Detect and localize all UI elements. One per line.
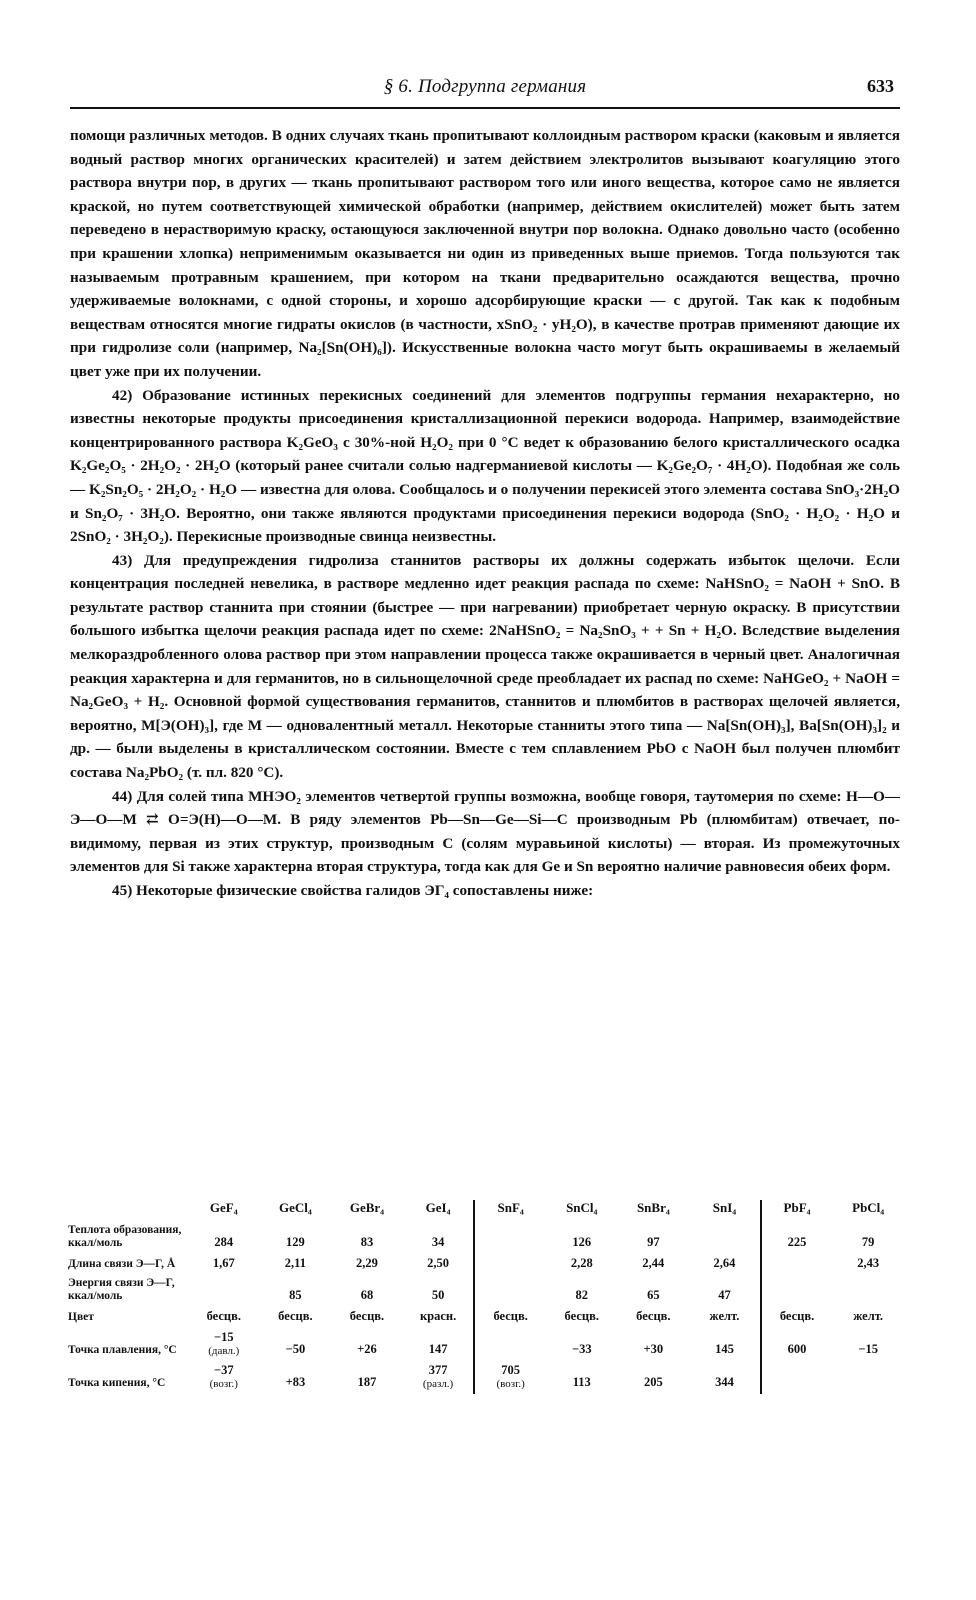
cell-value: бесцв. (779, 1309, 815, 1323)
cell-value: 147 (428, 1342, 448, 1356)
table-cell (260, 1361, 332, 1394)
table-cell (832, 1275, 904, 1307)
table-cell (260, 1307, 332, 1328)
cell-value: 2,29 (356, 1256, 378, 1270)
table-cell (403, 1361, 475, 1394)
table-cell (260, 1328, 332, 1361)
table-cell (331, 1254, 403, 1275)
column-header: SnBr₄ (636, 1200, 670, 1215)
table-cell (331, 1222, 403, 1254)
table-cell (689, 1254, 761, 1275)
column-header: SnI₄ (712, 1200, 737, 1215)
table-cell (689, 1275, 761, 1307)
table-cell (689, 1222, 761, 1254)
cell-value: бесцв. (349, 1309, 385, 1323)
table-row (68, 1275, 904, 1307)
table-cell (403, 1307, 475, 1328)
cell-value: 145 (715, 1342, 734, 1356)
row-label: Энергия связи Э—Г, ккал/моль (68, 1277, 175, 1302)
cell-note: (возг.) (496, 1378, 525, 1390)
table-cell (832, 1222, 904, 1254)
table-cell (188, 1275, 260, 1307)
cell-value: +83 (285, 1375, 306, 1389)
table-cell (474, 1307, 546, 1328)
cell-value: −15 (213, 1330, 234, 1344)
column-header: SnCl₄ (566, 1200, 598, 1215)
cell-value: 82 (575, 1288, 589, 1302)
cell-value: желт. (709, 1309, 740, 1323)
table-cell (546, 1328, 618, 1361)
cell-value: 225 (787, 1235, 807, 1249)
table-cell (331, 1361, 403, 1394)
table-cell (188, 1222, 260, 1254)
cell-value: +30 (643, 1342, 664, 1356)
table-cell (618, 1307, 690, 1328)
table-cell (260, 1275, 332, 1307)
cell-value: красн. (419, 1309, 457, 1323)
cell-value: 344 (715, 1375, 734, 1389)
table-cell (689, 1328, 761, 1361)
table-body (68, 1222, 904, 1394)
table-row (68, 1222, 904, 1254)
table-cell (832, 1307, 904, 1328)
table-cell (403, 1275, 475, 1307)
table-cell (761, 1307, 833, 1328)
cell-value: −15 (858, 1342, 878, 1356)
table-cell (761, 1361, 833, 1394)
table-header-row (68, 1200, 904, 1222)
column-header: GeI₄ (425, 1200, 451, 1215)
table-cell (331, 1307, 403, 1328)
cell-value: 129 (286, 1235, 305, 1249)
row-label: Точка плавления, °C (68, 1344, 177, 1356)
cell-value: 1,67 (212, 1256, 235, 1270)
table-cell (832, 1254, 904, 1275)
running-title: § 6. Подгруппа германия (383, 76, 587, 97)
table-cell (331, 1275, 403, 1307)
table-cell (474, 1254, 546, 1275)
cell-note: (возг.) (209, 1378, 238, 1390)
table-cell (403, 1254, 475, 1275)
cell-value: −37 (213, 1363, 234, 1377)
row-label: Цвет (68, 1311, 94, 1323)
cell-value: 85 (289, 1288, 302, 1302)
cell-value: 2,11 (284, 1256, 306, 1270)
table-cell (761, 1275, 833, 1307)
cell-value: бесцв. (278, 1309, 313, 1323)
cell-value: 34 (431, 1235, 445, 1249)
cell-value: 705 (501, 1363, 521, 1377)
table-cell (618, 1328, 690, 1361)
cell-value: +26 (357, 1342, 377, 1356)
column-header: PbF₄ (761, 1200, 833, 1222)
halide-properties-table (68, 1200, 904, 1394)
header-divider (70, 107, 900, 109)
table-cell (331, 1328, 403, 1361)
table-cell (188, 1307, 260, 1328)
column-header: SnF₄ (474, 1200, 546, 1222)
column-header: PbCl₄ (852, 1200, 885, 1215)
table-cell (618, 1361, 690, 1394)
table-cell (260, 1254, 332, 1275)
table-cell (474, 1361, 546, 1394)
cell-value: 2,43 (857, 1256, 880, 1270)
row-label: Длина связи Э—Г, Å (68, 1258, 176, 1270)
table-cell (188, 1361, 260, 1394)
cell-value: 97 (647, 1235, 660, 1249)
table-cell (260, 1222, 332, 1254)
cell-value: −33 (571, 1342, 592, 1356)
table-cell (403, 1222, 475, 1254)
paragraph-note-44: 44) Для солей типа MHЭO₂ элементов четвертой группы возможна, вообще говоря, таутомерия по схеме: H—O—Э—O—M ⇄ O=Э(H)—O—M. В ряду элементов Pb—Sn—Ge—Si—C производным Pb (плюмбитам) отвечает, по-видимому, первая из этих структур, производным C (солям муравьиной кислоты) — вторая. Из промежуточных элементов для Si также характерна вторая структура, тогда как для Ge и Sn вероятно наличие равновесия обеих форм. (70, 787, 900, 876)
body-text (70, 124, 900, 903)
table-cell (618, 1275, 690, 1307)
table-cell (546, 1222, 618, 1254)
cell-value: бесцв. (564, 1309, 599, 1323)
row-label: Теплота образования, ккал/моль (68, 1224, 182, 1249)
cell-value: бесцв. (636, 1309, 671, 1323)
table-cell (188, 1328, 260, 1361)
cell-value: 377 (428, 1363, 448, 1377)
cell-value: 2,44 (642, 1256, 665, 1270)
table-cell (761, 1254, 833, 1275)
table-corner (68, 1200, 188, 1222)
table-cell (403, 1328, 475, 1361)
table-cell (546, 1254, 618, 1275)
table-cell (474, 1222, 546, 1254)
column-header: GeF₄ (209, 1200, 238, 1215)
cell-value: 113 (572, 1375, 591, 1389)
table-row (68, 1361, 904, 1394)
cell-value: 205 (643, 1375, 663, 1389)
cell-value: бесцв. (206, 1309, 241, 1323)
table-cell (474, 1275, 546, 1307)
table-cell (546, 1361, 618, 1394)
table-row (68, 1328, 904, 1361)
table-cell (689, 1307, 761, 1328)
table-cell (546, 1307, 618, 1328)
cell-value: −50 (285, 1342, 306, 1356)
cell-value: 65 (647, 1288, 660, 1302)
cell-value: желт. (853, 1309, 884, 1323)
column-header: GeCl₄ (279, 1200, 312, 1215)
cell-value: бесцв. (493, 1309, 528, 1323)
cell-note: (разл.) (422, 1378, 454, 1390)
page-header (70, 76, 900, 106)
table-row (68, 1307, 904, 1328)
paragraph-note-43: 43) Для предупреждения гидролиза станнитов растворы их должны содержать избыток щелочи. Если концентрация последней невелика, в растворе медленно идет реакция распада по схеме: NaHSnO₂ = NaOH + SnO. В результате раствор станнита при стоянии (быстрее — при нагревании) приобретает черную окраску. В присутствии большого избытка щелочи реакция распада идет по схеме: 2NaHSnO₂ = Na₂SnO₃ + + Sn + H₂O. Вследствие выделения мелкораздробленного олова раствор при этом направлении процесса также окрашивается в черный цвет. Аналогичная реакция характерна и для германитов, но в сильнощелочной среде преобладает их распад по схеме: NaHGeO₂ + NaOH = Na₂GeO₃ + H₂. Основной формой существования германитов, станнитов и плюмбитов в растворах щелочей является, вероятно, M[Э(OH)₃], где M — одновалентный металл. Некоторые станниты этого типа — Na[Sn(OH)₃], Ba[Sn(OH)₃]₂ и др. — были выделены в кристаллическом состоянии. Вместе с тем сплавлением PbO с NaOH был получен плюмбит состава Na₂PbO₂ (т. пл. 820 °C). (70, 551, 900, 782)
paragraph-note-42: 42) Образование истинных перекисных соединений для элементов подгруппы германия нехарактерно, но известны некоторые продукты присоединения кристаллизационной перекиси водорода. Например, взаимодействие концентрированного раствора K₂GeO₃ с 30%-ной H₂O₂ при 0 °C ведет к образованию белого кристаллического осадка K₂Ge₂O₅ · 2H₂O₂ · 2H₂O (который ранее считали солью надгерманиевой кислоты — K₂Ge₂O₇ · 4H₂O). Подобная же соль — K₂Sn₂O₅ · 2H₂O₂ · H₂O — известна для олова. Сообщалось и о получении перекисей этого элемента состава SnO₃·2H₂O и Sn₂O₇ · 3H₂O. Вероятно, они также являются продуктами присоединения перекиси водорода (SnO₂ · H₂O₂ · H₂O и 2SnO₂ · 3H₂O₂). Перекисные производные свинца неизвестны. (70, 386, 900, 546)
cell-value: 83 (360, 1235, 374, 1249)
cell-value: 79 (861, 1235, 875, 1249)
cell-value: 600 (787, 1342, 807, 1356)
table-cell (474, 1328, 546, 1361)
table-cell (689, 1361, 761, 1394)
cell-value: 68 (360, 1288, 374, 1302)
table-cell (832, 1328, 904, 1361)
paragraph-note-45: 45) Некоторые физические свойства галидов ЭГ₄ сопоставлены ниже: (112, 882, 594, 899)
cell-value: 2,50 (427, 1256, 450, 1270)
cell-value: 126 (572, 1235, 592, 1249)
cell-value: 284 (214, 1235, 234, 1249)
table-row (68, 1254, 904, 1275)
table-cell (832, 1361, 904, 1394)
cell-value: 50 (431, 1288, 445, 1302)
column-header: GeBr₄ (349, 1200, 385, 1215)
cell-value: 187 (357, 1375, 377, 1389)
row-label: Точка кипения, °C (68, 1377, 166, 1389)
table-cell (188, 1254, 260, 1275)
cell-note: (давл.) (208, 1345, 240, 1357)
table-cell (618, 1254, 690, 1275)
table-cell (546, 1275, 618, 1307)
cell-value: 2,64 (713, 1256, 736, 1270)
cell-value: 47 (718, 1288, 731, 1302)
paragraph-continuation: помощи различных методов. В одних случаях ткань пропитывают коллоидным раствором краски (каковым и является водный раствор многих органических красителей) и затем действием электролитов вызывают коагуляцию этого раствора внутри пор, в других — ткань пропитывают раствором того или иного вещества, которое само не является краской, но путем соответствующей химической обработки (например, действием окислителей) может быть затем переведено в нерастворимую краску, остающуюся заключенной внутри пор волокна. Однако довольно часто (особенно при крашении хлопка) неприменимым оказывается ни один из приведенных выше приемов. Тогда пользуются так называемым протравным крашением, при котором на ткани предварительно осаждаются вещества, прочно удерживаемые волокнами, с одной стороны, и хорошо адсорбирующие краски — с другой. Так как к подобным веществам относятся многие гидраты окислов (в частности, xSnO₂ · yH₂O), в качестве протрав применяют дающие их при гидролизе соли (например, Na₂[Sn(OH)₆]). Искусственные волокна часто могут быть окрашиваемы в желаемый цвет уже при их получении. (70, 127, 900, 380)
page-number: 633 (867, 76, 894, 96)
cell-value: 2,28 (570, 1256, 593, 1270)
table-cell (618, 1222, 690, 1254)
table-cell (761, 1222, 833, 1254)
table-cell (761, 1328, 833, 1361)
